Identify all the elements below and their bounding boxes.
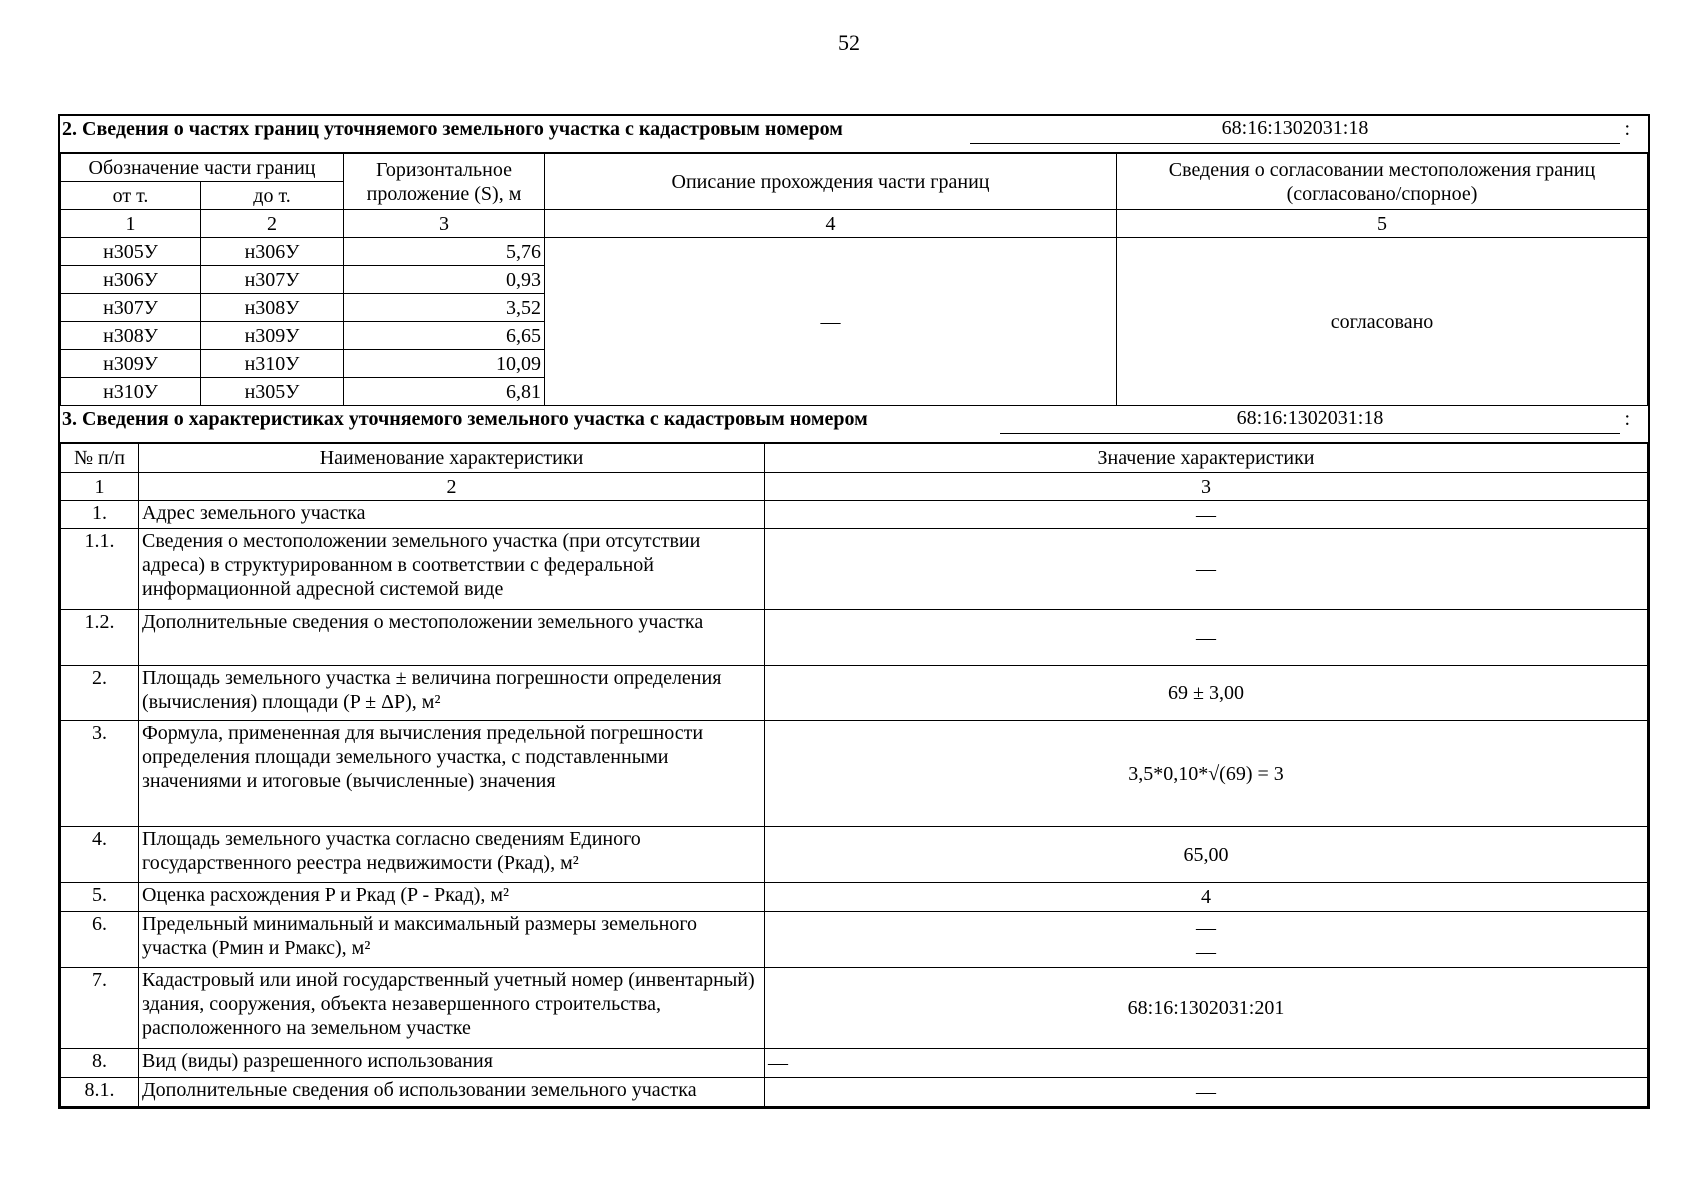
characteristic-value: 65,00 (765, 827, 1648, 883)
characteristic-value: — (765, 501, 1648, 529)
characteristic-name: Оценка расхождения P и Ркад (P - Ркад), м² (139, 883, 765, 912)
characteristic-value: — (765, 529, 1648, 610)
characteristics-table (60, 443, 1648, 1107)
characteristic-name: Адрес земельного участка (139, 501, 765, 529)
characteristic-name: Дополнительные сведения об использовании земельного участка (139, 1078, 765, 1107)
characteristic-name: Предельный минимальный и максимальный размеры земельного участка (Рмин и Рмакс), м² (139, 912, 765, 968)
column-number: 2 (139, 473, 765, 501)
column-number: 2 (201, 210, 344, 238)
to-header: до т. (201, 182, 344, 210)
column-number: 3 (344, 210, 545, 238)
table-row (61, 529, 1648, 610)
section-3-colon: : (1624, 408, 1630, 430)
table-row (61, 721, 1648, 827)
from-point: н309У (61, 350, 201, 378)
horizontal-distance: 0,93 (344, 266, 545, 294)
description-value: — (545, 238, 1117, 406)
from-point: н305У (61, 238, 201, 266)
row-number: 4. (61, 827, 139, 883)
column-number: 1 (61, 473, 139, 501)
section-2-cadastral-number: 68:16:1302031:18 (970, 117, 1620, 144)
table-row (61, 968, 1648, 1049)
value-header: Значение характеристики (765, 444, 1648, 473)
column-number: 4 (545, 210, 1117, 238)
designation-header: Обозначение части границ (61, 154, 344, 182)
characteristic-name: Площадь земельного участка согласно сведениям Единого государственного реестра недвижимости (Ркад), м² (139, 827, 765, 883)
section-3-title: 3. Сведения о характеристиках уточняемого земельного участка с кадастровым номером (62, 408, 868, 430)
description-header: Описание прохождения части границ (545, 154, 1117, 210)
table-row (61, 666, 1648, 721)
to-point: н308У (201, 294, 344, 322)
horizontal-distance: 6,65 (344, 322, 545, 350)
column-number: 5 (1117, 210, 1648, 238)
from-point: н306У (61, 266, 201, 294)
to-point: н309У (201, 322, 344, 350)
section-2-colon: : (1624, 118, 1630, 140)
characteristic-value: 4 (765, 883, 1648, 912)
to-point: н307У (201, 266, 344, 294)
table-row (61, 238, 1648, 266)
characteristic-value: 68:16:1302031:201 (765, 968, 1648, 1049)
column-number: 3 (765, 473, 1648, 501)
min-value: — (1196, 916, 1216, 939)
horizontal-distance: 5,76 (344, 238, 545, 266)
section-2-header (60, 116, 1648, 153)
table-row (61, 501, 1648, 529)
column-number: 1 (61, 210, 201, 238)
section-3-header (60, 406, 1648, 443)
row-number: 8. (61, 1049, 139, 1078)
characteristic-value: — (765, 1049, 1648, 1078)
max-value: — (1196, 940, 1216, 963)
from-point: н310У (61, 378, 201, 406)
to-point: н310У (201, 350, 344, 378)
horizontal-distance: 10,09 (344, 350, 545, 378)
boundary-parts-table (60, 153, 1648, 406)
row-number: 1.2. (61, 610, 139, 666)
characteristic-name: Сведения о местоположении земельного участка (при отсутствии адреса) в структурированном в соответствии с федеральной информационной адресной системой виде (139, 529, 765, 610)
row-number: 3. (61, 721, 139, 827)
to-point: н305У (201, 378, 344, 406)
characteristic-name: Кадастровый или иной государственный учетный номер (инвентарный) здания, сооружения, объекта незавершенного строительства, расположенного на земельном участке (139, 968, 765, 1049)
num-header: № п/п (61, 444, 139, 473)
to-point: н306У (201, 238, 344, 266)
from-point: н308У (61, 322, 201, 350)
row-number: 1.1. (61, 529, 139, 610)
horizontal-distance: 6,81 (344, 378, 545, 406)
table-row (61, 610, 1648, 666)
characteristic-name: Формула, примененная для вычисления предельной погрешности определения площади земельного участка, с подставленными значениями и итоговые (вычисленные) значения (139, 721, 765, 827)
page-number: 52 (838, 30, 860, 55)
characteristic-value: 3,5*0,10*√(69) = 3 (765, 721, 1648, 827)
from-header: от т. (61, 182, 201, 210)
table-row (61, 827, 1648, 883)
document-form (58, 114, 1650, 1109)
characteristic-name: Площадь земельного участка ± величина погрешности определения (вычисления) площади (P ± ΔP), м² (139, 666, 765, 721)
section-3-cadastral-number: 68:16:1302031:18 (1000, 407, 1620, 434)
table-row (61, 912, 1648, 968)
horizontal-distance: 3,52 (344, 294, 545, 322)
agreement-value: согласовано (1117, 238, 1648, 406)
name-header: Наименование характеристики (139, 444, 765, 473)
characteristic-value: — (765, 610, 1648, 666)
characteristic-value: — (765, 1078, 1648, 1107)
characteristic-name: Дополнительные сведения о местоположении земельного участка (139, 610, 765, 666)
agreement-header: Сведения о согласовании местоположения границ (согласовано/спорное) (1117, 154, 1648, 210)
characteristic-value: 69 ± 3,00 (765, 666, 1648, 721)
table-row (61, 1049, 1648, 1078)
row-number: 6. (61, 912, 139, 968)
characteristic-name: Вид (виды) разрешенного использования (139, 1049, 765, 1078)
row-number: 7. (61, 968, 139, 1049)
row-number: 8.1. (61, 1078, 139, 1107)
from-point: н307У (61, 294, 201, 322)
row-number: 1. (61, 501, 139, 529)
table-row (61, 1078, 1648, 1107)
horizontal-header: Горизонтальное проложение (S), м (344, 154, 545, 210)
row-number: 2. (61, 666, 139, 721)
row-number: 5. (61, 883, 139, 912)
section-2-title: 2. Сведения о частях границ уточняемого земельного участка с кадастровым номером (62, 118, 843, 140)
characteristic-value-pair (765, 912, 1648, 968)
table-row (61, 883, 1648, 912)
